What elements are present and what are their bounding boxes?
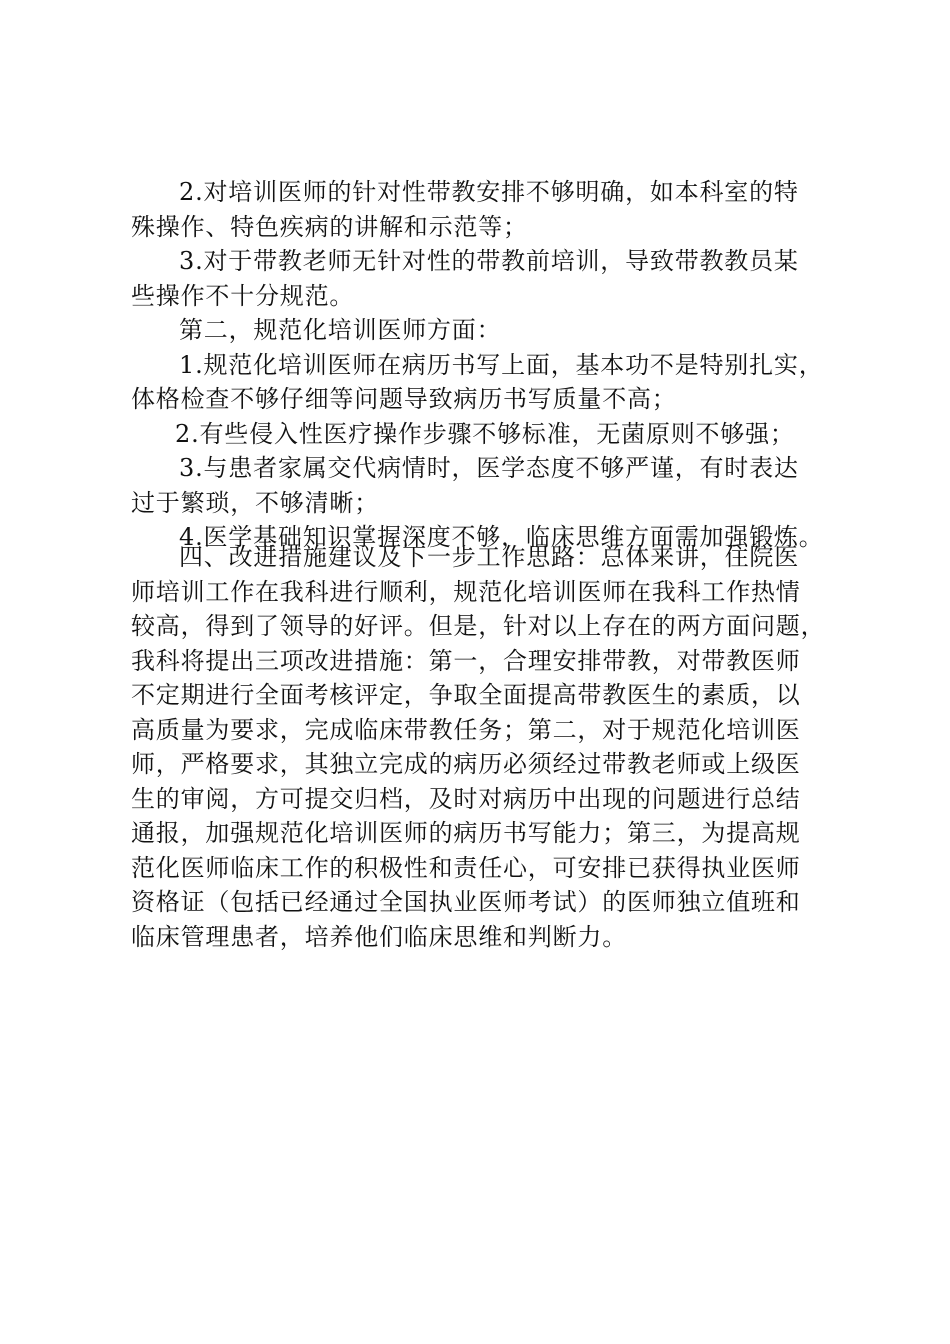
- text-line: 通报，加强规范化培训医师的病历书写能力；第三，为提高规: [131, 819, 801, 847]
- text-line: 些操作不十分规范。: [131, 281, 355, 310]
- text-line: 较高，得到了领导的好评。但是，针对以上存在的两方面问题，: [131, 612, 826, 640]
- text-line: 临床管理患者，培养他们临床思维和判断力。: [131, 922, 627, 951]
- text-line: 资格证（包括已经通过全国执业医师考试）的医师独立值班和: [131, 888, 801, 916]
- text-line: 范化医师临床工作的积极性和责任心，可安排已获得执业医师: [131, 853, 801, 882]
- text-line: 师，严格要求，其独立完成的病历必须经过带教老师或上级医: [131, 750, 801, 778]
- text-line: 4.医学基础知识掌握深度不够，临床思维方面需加强锻炼。: [179, 523, 824, 551]
- text-line: 过于繁琐，不够清晰；: [131, 488, 379, 517]
- improvement-section: [131, 540, 861, 954]
- text-line: 体格检查不够仔细等问题导致病历书写质量不高；: [131, 385, 677, 413]
- section-heading-line: 四、改进措施建议及下一步工作思路：总体来讲，住院医: [179, 543, 799, 571]
- problems-section: [131, 175, 861, 555]
- text-line: 师培训工作在我科进行顺利，规范化培训医师在我科工作热情: [131, 577, 801, 606]
- text-line: 3.对于带教老师无针对性的带教前培训，导致带教教员某: [179, 247, 799, 275]
- text-line: 2.对培训医师的针对性带教安排不够明确，如本科室的特: [179, 178, 799, 206]
- text-line: 高质量为要求，完成临床带教任务；第二，对于规范化培训医: [131, 715, 801, 744]
- text-line: 殊操作、特色疾病的讲解和示范等；: [131, 212, 528, 241]
- text-line: 1.规范化培训医师在病历书写上面，基本功不是特别扎实，: [179, 350, 824, 379]
- text-line: 不定期进行全面考核评定，争取全面提高带教医生的素质，以: [131, 681, 801, 709]
- section-subheading: 第二，规范化培训医师方面：: [179, 316, 502, 344]
- text-line: 2.有些侵入性医疗操作步骤不够标准，无菌原则不够强；: [175, 419, 795, 448]
- text-line: 生的审阅，方可提交归档，及时对病历中出现的问题进行总结: [131, 784, 801, 813]
- text-line: 我科将提出三项改进措施：第一，合理安排带教，对带教医师: [131, 646, 801, 675]
- text-line: 3.与患者家属交代病情时，医学态度不够严谨，有时表达: [179, 454, 799, 482]
